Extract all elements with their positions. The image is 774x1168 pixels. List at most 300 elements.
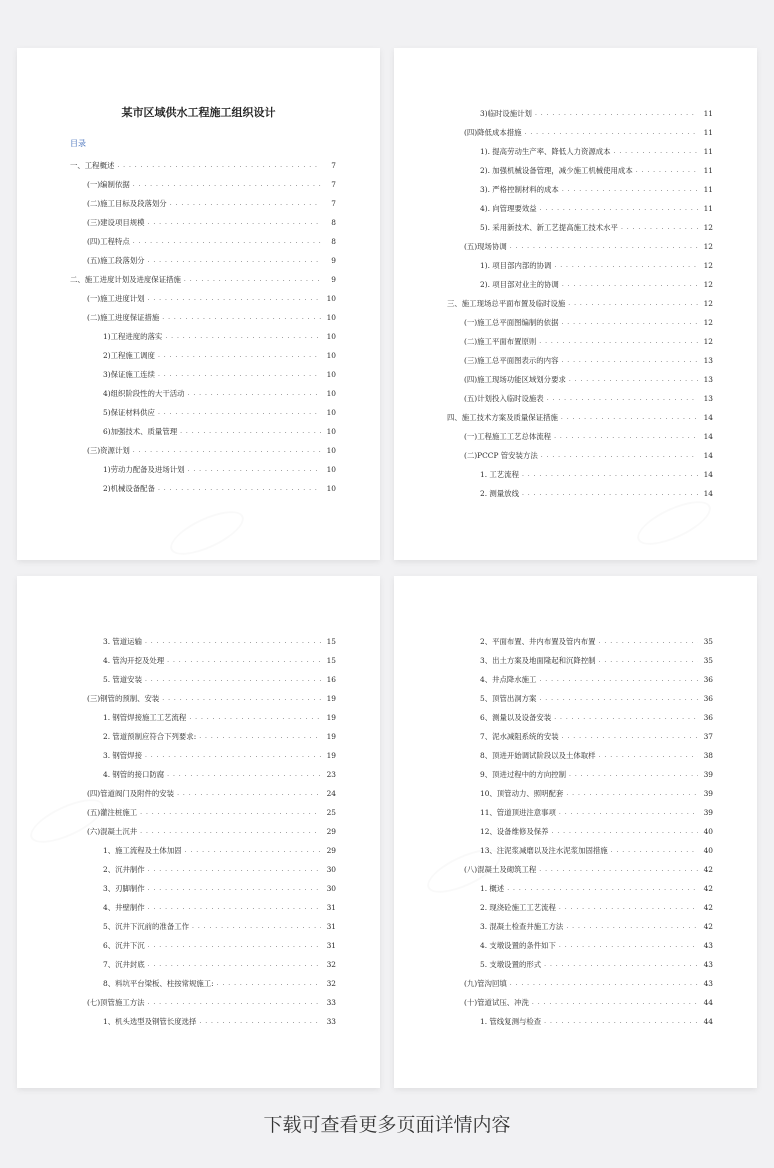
toc-entry-page: 33	[326, 1017, 336, 1026]
toc-entry-label: 6)加强技术、质量管理	[103, 427, 178, 436]
toc-entry-label: 1. 工艺流程	[480, 470, 519, 479]
toc-leader-dots	[541, 452, 698, 459]
toc-entry-page: 10	[326, 332, 336, 341]
toc-entry-label: 1、施工流程及土体加固	[103, 846, 182, 855]
toc-entry-page: 7	[331, 199, 336, 208]
toc-entry[interactable]	[17, 784, 380, 803]
toc-entry[interactable]	[394, 974, 757, 993]
toc-leader-dots	[539, 866, 698, 873]
toc-entry[interactable]	[17, 441, 380, 460]
toc-entry[interactable]	[394, 237, 757, 256]
toc-entry-label: (五)计划投入临时设施表	[464, 394, 544, 403]
toc-entry[interactable]	[394, 746, 757, 765]
toc-entry[interactable]	[394, 841, 757, 860]
toc-leader-dots	[532, 999, 698, 1006]
toc-entry-page: 32	[326, 960, 336, 969]
toc-entry-label: 3)临时设施计划	[480, 109, 532, 118]
toc-entry-page: 35	[703, 637, 713, 646]
toc-leader-dots	[148, 904, 321, 911]
toc-entry[interactable]	[394, 351, 757, 370]
toc-leader-dots	[539, 338, 698, 345]
toc-entry[interactable]	[17, 289, 380, 308]
toc-entry-label: 10、顶管动力、照明配套	[480, 789, 564, 798]
toc-entry-page: 31	[326, 903, 336, 912]
toc-entry-label: (四)工程特点	[87, 237, 130, 246]
toc-leader-dots	[148, 942, 321, 949]
toc-entry-page: 31	[326, 941, 336, 950]
toc-leader-dots	[199, 733, 321, 740]
toc-entry-label: 三、施工现场总平面布置及临时设施	[447, 299, 566, 308]
toc-entry-label: (八)混凝土及砌筑工程	[464, 865, 537, 874]
toc-entry-page: 14	[703, 451, 713, 460]
toc-entry-label: 1. 概述	[480, 884, 505, 893]
toc-entry-page: 10	[326, 294, 336, 303]
toc-leader-dots	[145, 752, 321, 759]
toc-leader-dots	[192, 923, 321, 930]
toc-entry[interactable]	[394, 651, 757, 670]
toc-leader-dots	[180, 428, 321, 435]
toc-entry[interactable]	[17, 1012, 380, 1031]
toc-entry[interactable]	[17, 955, 380, 974]
toc-entry-label: 11、管道顶进注意事项	[480, 808, 556, 817]
toc-entry-label: 2). 加强机械设备管理，减少施工机械使用成本	[480, 166, 633, 175]
toc-entry-page: 9	[331, 275, 336, 284]
toc-entry-page: 12	[703, 318, 713, 327]
toc-entry-label: 3. 钢管焊接	[103, 751, 142, 760]
toc-leader-dots	[217, 980, 321, 987]
toc-entry-page: 31	[326, 922, 336, 931]
toc-entry-page: 12	[703, 299, 713, 308]
toc-entry-label: (四)降低成本措施	[464, 128, 522, 137]
toc-entry[interactable]	[394, 898, 757, 917]
toc-entry-label: (五)现场协调	[464, 242, 507, 251]
toc-entry[interactable]	[394, 727, 757, 746]
toc-entry-label: 2. 测量放线	[480, 489, 519, 498]
toc-entry-label: 4. 支墩设置的条件如下	[480, 941, 556, 950]
toc-entry-page: 44	[703, 998, 713, 1007]
toc-entry-label: 3. 混凝土检查井施工方法	[480, 922, 564, 931]
toc-entry-page: 14	[703, 470, 713, 479]
toc-entry-page: 44	[703, 1017, 713, 1026]
toc-entry[interactable]	[394, 332, 757, 351]
toc-leader-dots	[614, 148, 698, 155]
toc-entry-label: 2. 管道预制应符合下列要求:	[103, 732, 197, 741]
toc-leader-dots	[189, 714, 321, 721]
toc-entry[interactable]	[17, 156, 380, 175]
toc-entry-page: 14	[703, 413, 713, 422]
toc-entry-page: 36	[703, 694, 713, 703]
toc-entry-page: 10	[326, 465, 336, 474]
toc-entry-label: 5. 管道安装	[103, 675, 142, 684]
document-page-4	[394, 576, 757, 1088]
toc-entry-label: 9、顶进过程中的方向控制	[480, 770, 567, 779]
toc-entry[interactable]	[394, 142, 757, 161]
toc-entry-page: 15	[326, 637, 336, 646]
toc-leader-dots	[562, 281, 698, 288]
toc-leader-dots	[599, 638, 698, 645]
toc-leader-dots	[148, 999, 321, 1006]
toc-entry[interactable]	[394, 199, 757, 218]
toc-entry-page: 8	[331, 218, 336, 227]
toc-entry-page: 40	[703, 827, 713, 836]
toc-entry-label: (二)PCCP 管安装方法	[464, 451, 538, 460]
toc-entry-label: 4). 向管理要效益	[480, 204, 537, 213]
toc-entry[interactable]	[394, 917, 757, 936]
toc-entry[interactable]	[17, 308, 380, 327]
toc-leader-dots	[547, 395, 698, 402]
toc-leader-dots	[554, 433, 698, 440]
toc-leader-dots	[522, 471, 698, 478]
toc-leader-dots	[199, 1018, 321, 1025]
toc-entry-label: (七)顶管施工方法	[87, 998, 145, 1007]
toc-entry-label: 3. 管道运输	[103, 637, 142, 646]
toc-leader-dots	[540, 205, 698, 212]
toc-entry-page: 10	[326, 427, 336, 436]
toc-entry-page: 13	[703, 356, 713, 365]
toc-entry[interactable]	[17, 175, 380, 194]
toc-entry[interactable]	[17, 422, 380, 441]
toc-entry-page: 12	[703, 280, 713, 289]
toc-entry-label: 2、平面布置、井内布置及管内布置	[480, 637, 596, 646]
toc-entry-page: 11	[703, 166, 713, 175]
toc-entry-label: 3)保证施工连续	[103, 370, 155, 379]
toc-entry[interactable]	[17, 384, 380, 403]
toc-entry-label: 7、沉井封底	[103, 960, 145, 969]
toc-leader-dots	[561, 357, 698, 364]
toc-entry[interactable]	[17, 346, 380, 365]
toc-entry-page: 10	[326, 446, 336, 455]
toc-entry[interactable]	[17, 270, 380, 289]
toc-leader-dots	[117, 162, 321, 169]
toc-entry-label: (一)工程施工工艺总体流程	[464, 432, 552, 441]
document-page-3	[17, 576, 380, 1088]
toc-heading: 目录	[70, 139, 86, 148]
toc-entry-label: 5、顶管出洞方案	[480, 694, 537, 703]
toc-entry-label: (三)施工总平面图表示的内容	[464, 356, 559, 365]
toc-entry-label: (五)灌注桩施工	[87, 808, 138, 817]
toc-entry-label: 2)工程施工调度	[103, 351, 155, 360]
toc-entry-label: 3). 严格控制材料的成本	[480, 185, 559, 194]
toc-leader-dots	[140, 828, 321, 835]
toc-entry[interactable]	[394, 993, 757, 1012]
toc-entry[interactable]	[394, 256, 757, 275]
toc-entry-label: 一、工程概述	[70, 161, 115, 170]
toc-entry-label: 8、料坑平台梁板、柱按常规施工:	[103, 979, 214, 988]
toc-entry[interactable]	[17, 365, 380, 384]
toc-entry[interactable]	[17, 327, 380, 346]
toc-entry[interactable]	[394, 1012, 757, 1031]
toc-entry[interactable]	[17, 708, 380, 727]
toc-entry[interactable]	[394, 370, 757, 389]
toc-entry-label: 13、注泥浆减磨以及注水泥浆加固措施	[480, 846, 608, 855]
toc-leader-dots	[177, 790, 321, 797]
toc-entry[interactable]	[17, 765, 380, 784]
toc-leader-dots	[133, 447, 321, 454]
toc-entry-label: 2). 项目部对业主的协调	[480, 280, 559, 289]
toc-entry-page: 10	[326, 313, 336, 322]
toc-leader-dots	[544, 1018, 698, 1025]
toc-entry[interactable]	[394, 218, 757, 237]
toc-entry-label: (九)管沟回填	[464, 979, 507, 988]
toc-entry-label: 四、施工技术方案及质量保证措施	[447, 413, 558, 422]
toc-entry-label: 3、刃脚制作	[103, 884, 145, 893]
toc-entry[interactable]	[17, 251, 380, 270]
toc-entry-page: 10	[326, 370, 336, 379]
toc-entry-page: 14	[703, 489, 713, 498]
toc-entry-page: 43	[703, 960, 713, 969]
toc-leader-dots	[148, 885, 321, 892]
toc-entry[interactable]	[394, 294, 757, 313]
toc-entry[interactable]	[394, 936, 757, 955]
toc-entry-page: 39	[703, 808, 713, 817]
toc-leader-dots	[539, 676, 698, 683]
toc-entry-page: 29	[326, 846, 336, 855]
toc-entry[interactable]	[17, 403, 380, 422]
toc-entry-label: 1. 管线复测与检查	[480, 1017, 542, 1026]
toc-entry-page: 42	[703, 865, 713, 874]
toc-entry-label: 5. 支墩设置的形式	[480, 960, 542, 969]
toc-entry[interactable]	[394, 765, 757, 784]
toc-entry[interactable]	[394, 389, 757, 408]
toc-entry[interactable]	[394, 313, 757, 332]
toc-entry-page: 10	[326, 389, 336, 398]
toc-entry-label: 1)工程进度的落实	[103, 332, 163, 341]
toc-entry-page: 12	[703, 337, 713, 346]
toc-entry-label: (二)施工平面布置原则	[464, 337, 537, 346]
document-page-1	[17, 48, 380, 560]
toc-entry[interactable]	[17, 879, 380, 898]
toc-entry[interactable]	[17, 917, 380, 936]
toc-leader-dots	[611, 847, 698, 854]
toc-entry-page: 12	[703, 261, 713, 270]
toc-entry-page: 10	[326, 408, 336, 417]
toc-entry-page: 8	[331, 237, 336, 246]
toc-entry-label: 12、设备维修及保养	[480, 827, 549, 836]
toc-leader-dots	[162, 314, 321, 321]
toc-entry[interactable]	[17, 860, 380, 879]
toc-entry[interactable]	[17, 632, 380, 651]
toc-leader-dots	[145, 676, 321, 683]
toc-leader-dots	[552, 828, 698, 835]
toc-entry[interactable]	[17, 689, 380, 708]
toc-entry-page: 38	[703, 751, 713, 760]
toc-entry-page: 12	[703, 223, 713, 232]
toc-entry[interactable]	[17, 213, 380, 232]
toc-leader-dots	[561, 319, 698, 326]
toc-entry-label: 1). 提高劳动生产率、降低人力资源成本	[480, 147, 611, 156]
document-page-2	[394, 48, 757, 560]
toc-entry-label: 6、测量以及设备安装	[480, 713, 552, 722]
toc-list	[17, 156, 380, 498]
toc-entry-label: 6、沉井下沉	[103, 941, 145, 950]
toc-entry[interactable]	[17, 974, 380, 993]
toc-entry-label: 5、沉井下沉前的准备工作	[103, 922, 190, 931]
toc-entry-page: 43	[703, 979, 713, 988]
toc-entry-page: 32	[326, 979, 336, 988]
toc-entry-page: 9	[331, 256, 336, 265]
document-title: 某市区域供水工程施工组织设计	[121, 106, 276, 119]
toc-entry[interactable]	[17, 651, 380, 670]
toc-leader-dots	[188, 466, 322, 473]
toc-entry-page: 10	[326, 351, 336, 360]
toc-leader-dots	[148, 257, 321, 264]
toc-entry-label: (一)施工总平面图编制的依据	[464, 318, 559, 327]
toc-entry-page: 11	[703, 147, 713, 156]
toc-leader-dots	[507, 885, 698, 892]
toc-entry[interactable]	[394, 427, 757, 446]
toc-entry-page: 42	[703, 903, 713, 912]
toc-entry[interactable]	[394, 446, 757, 465]
toc-entry[interactable]	[394, 689, 757, 708]
toc-entry-page: 42	[703, 884, 713, 893]
toc-leader-dots	[158, 371, 321, 378]
toc-entry-label: 4. 钢管的接口防腐	[103, 770, 165, 779]
toc-entry[interactable]	[394, 803, 757, 822]
toc-leader-dots	[559, 809, 698, 816]
toc-list	[394, 632, 757, 1031]
toc-entry[interactable]	[394, 161, 757, 180]
toc-entry[interactable]	[394, 275, 757, 294]
toc-entry-page: 35	[703, 656, 713, 665]
toc-entry-label: (四)管道阀门及附件的安装	[87, 789, 175, 798]
toc-entry[interactable]	[394, 484, 757, 503]
toc-leader-dots	[167, 657, 321, 664]
toc-entry-label: 8、顶进开始调试阶段以及土体取样	[480, 751, 596, 760]
toc-entry-page: 42	[703, 922, 713, 931]
toc-entry[interactable]	[17, 670, 380, 689]
toc-entry-label: (五)施工段落划分	[87, 256, 145, 265]
toc-entry-page: 11	[703, 128, 713, 137]
toc-entry[interactable]	[394, 123, 757, 142]
toc-entry-page: 10	[326, 484, 336, 493]
toc-leader-dots	[158, 485, 321, 492]
toc-entry-label: (十)管道试压、冲洗	[464, 998, 529, 1007]
toc-leader-dots	[185, 847, 321, 854]
toc-leader-dots	[561, 414, 698, 421]
watermark-mark	[164, 503, 249, 560]
toc-entry-page: 11	[703, 185, 713, 194]
toc-entry-label: 二、施工进度计划及进度保证措施	[70, 275, 181, 284]
toc-entry[interactable]	[394, 955, 757, 974]
toc-leader-dots	[140, 809, 321, 816]
toc-entry[interactable]	[17, 194, 380, 213]
toc-entry-page: 30	[326, 865, 336, 874]
toc-leader-dots	[559, 904, 698, 911]
toc-leader-dots	[566, 923, 698, 930]
toc-leader-dots	[148, 961, 321, 968]
toc-entry-page: 25	[326, 808, 336, 817]
toc-leader-dots	[510, 980, 698, 987]
toc-entry-label: 3、出土方案及地面隆起和沉降控制	[480, 656, 596, 665]
toc-entry[interactable]	[17, 898, 380, 917]
toc-entry-page: 7	[331, 161, 336, 170]
toc-leader-dots	[184, 276, 321, 283]
toc-entry-label: 4、井壁制作	[103, 903, 145, 912]
toc-entry[interactable]	[394, 632, 757, 651]
toc-leader-dots	[145, 638, 321, 645]
toc-entry[interactable]	[394, 784, 757, 803]
toc-entry[interactable]	[17, 936, 380, 955]
toc-entry-label: 7、泥水减阻系统的安装	[480, 732, 559, 741]
toc-leader-dots	[158, 409, 321, 416]
toc-entry-label: (三)资源计划	[87, 446, 130, 455]
toc-leader-dots	[599, 657, 698, 664]
toc-entry-page: 24	[326, 789, 336, 798]
toc-entry-page: 13	[703, 375, 713, 384]
toc-list	[394, 104, 757, 503]
toc-leader-dots	[148, 219, 321, 226]
toc-entry-page: 19	[326, 694, 336, 703]
toc-entry-label: 1). 项目部内部的协调	[480, 261, 552, 270]
toc-leader-dots	[158, 352, 321, 359]
toc-entry-label: (二)施工进度保证措施	[87, 313, 160, 322]
toc-entry[interactable]	[17, 727, 380, 746]
toc-entry[interactable]	[17, 841, 380, 860]
toc-entry-page: 7	[331, 180, 336, 189]
toc-entry[interactable]	[394, 104, 757, 123]
toc-leader-dots	[510, 243, 698, 250]
toc-entry-page: 13	[703, 394, 713, 403]
toc-entry-label: 2、沉井制作	[103, 865, 145, 874]
toc-entry[interactable]	[394, 708, 757, 727]
toc-entry[interactable]	[394, 822, 757, 841]
toc-leader-dots	[599, 752, 698, 759]
toc-entry-label: (三)钢管的预制、安装	[87, 694, 160, 703]
toc-entry[interactable]	[394, 465, 757, 484]
toc-leader-dots	[148, 866, 321, 873]
toc-entry[interactable]	[17, 460, 380, 479]
toc-leader-dots	[148, 295, 321, 302]
toc-entry-page: 36	[703, 675, 713, 684]
toc-entry-label: 4. 管沟开挖及处理	[103, 656, 165, 665]
toc-entry[interactable]	[394, 408, 757, 427]
toc-entry-page: 16	[326, 675, 336, 684]
toc-entry-page: 11	[703, 109, 713, 118]
toc-entry[interactable]	[17, 232, 380, 251]
toc-entry[interactable]	[17, 993, 380, 1012]
toc-entry-page: 19	[326, 751, 336, 760]
toc-entry-page: 30	[326, 884, 336, 893]
toc-leader-dots	[188, 390, 322, 397]
toc-leader-dots	[559, 942, 698, 949]
toc-leader-dots	[535, 110, 698, 117]
toc-entry-page: 39	[703, 770, 713, 779]
toc-leader-dots	[554, 262, 698, 269]
toc-entry-label: 2)机械设备配备	[103, 484, 155, 493]
toc-leader-dots	[522, 490, 698, 497]
toc-leader-dots	[133, 238, 321, 245]
toc-entry-label: 4)组织阶段性的大干活动	[103, 389, 185, 398]
toc-entry-label: 1、机头选型及钢管长度选择	[103, 1017, 197, 1026]
toc-leader-dots	[566, 790, 698, 797]
toc-leader-dots	[544, 961, 698, 968]
toc-entry-label: (三)建设项目规模	[87, 218, 145, 227]
toc-entry[interactable]	[394, 180, 757, 199]
toc-entry[interactable]	[394, 670, 757, 689]
toc-entry-label: 1. 钢管焊接施工工艺流程	[103, 713, 187, 722]
toc-entry-page: 40	[703, 846, 713, 855]
toc-entry-page: 19	[326, 732, 336, 741]
toc-entry-label: (一)编制依据	[87, 180, 130, 189]
toc-entry-page: 33	[326, 998, 336, 1007]
toc-leader-dots	[569, 771, 698, 778]
toc-entry-page: 36	[703, 713, 713, 722]
toc-entry-page: 12	[703, 242, 713, 251]
toc-entry[interactable]	[17, 479, 380, 498]
toc-leader-dots	[162, 695, 321, 702]
toc-leader-dots	[568, 300, 698, 307]
toc-entry[interactable]	[17, 746, 380, 765]
